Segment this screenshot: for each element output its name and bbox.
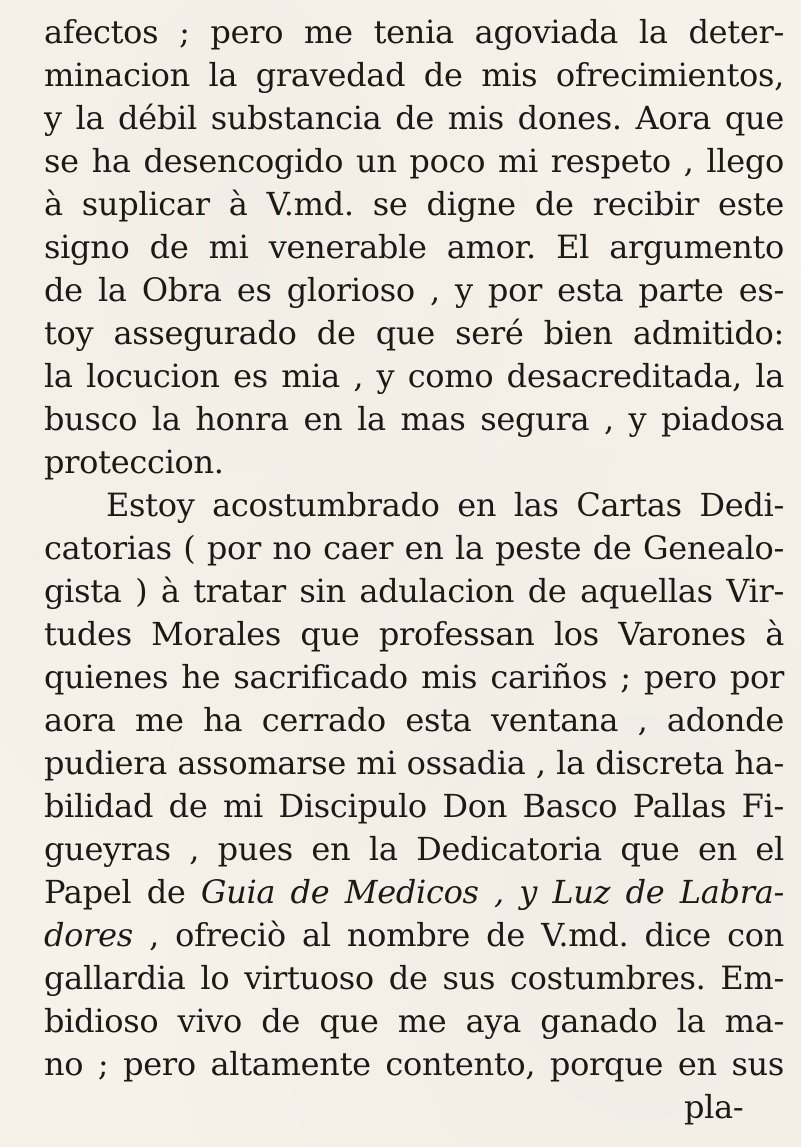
text-line-8: toy assegurado de que seré bien admitido: [44,314,784,352]
text-line-17: aora me ha cerrado esta ventana , adonde [44,701,784,739]
text-line-24: bidioso vivo de que me aya ganado la ma- [44,1002,784,1040]
text-line-19: bilidad de mi Discipulo Don Basco Pallas Fi- [44,787,784,825]
text-line-1: afectos ; pero me tenia agoviada la deter- [44,13,784,51]
text-line-18: pudiera assomarse mi ossadia , la discreta ha- [44,744,784,782]
text-line-20: gueyras , pues en la Dedicatoria que en el [44,830,784,868]
text-line-6: signo de mi venerable amor. El argumento [44,228,784,266]
catchword: pla- [684,1088,744,1126]
text-line-5: à suplicar à V.md. se digne de recibir este [44,185,784,223]
text-line-3: y la débil substancia de mis dones. Aora que [44,99,784,137]
text-line-15: tudes Morales que professan los Varones à [44,615,784,653]
text-line-7: de la Obra es glorioso , y por esta parte es- [44,271,784,309]
text-line-2: minacion la gravedad de mis ofrecimientos, [44,56,784,94]
text-line-12: Estoy acostumbrado en las Cartas Dedi- [106,486,784,524]
text-line-13: catorias ( por no caer en la peste de Genealo- [44,529,784,567]
text-line-11: proteccion. [44,443,224,481]
text-line-22: dores , ofreciò al nombre de V.md. dice con [44,916,784,954]
text-line-23: gallardia lo virtuoso de sus costumbres. Em- [44,959,784,997]
text-line-16: quienes he sacrificado mis cariños ; pero por [44,658,784,696]
text-line-4: se ha desencogido un poco mi respeto , llego [44,142,784,180]
text-line-14: gista ) à tratar sin adulacion de aquellas Vir- [44,572,784,610]
text-line-21: Papel de Guia de Medicos , y Luz de Labra- [44,873,784,911]
text-line-10: busco la honra en la mas segura , y piadosa [44,400,784,438]
text-line-9: la locucion es mia , y como desacreditada, la [44,357,784,395]
text-line-25: no ; pero altamente contento, porque en sus [44,1045,784,1083]
